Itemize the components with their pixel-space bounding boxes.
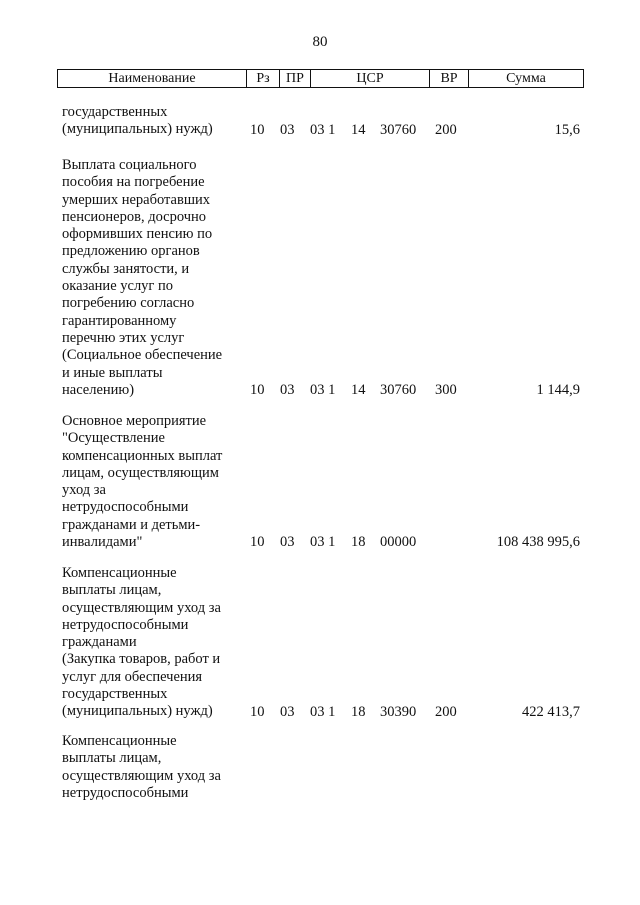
name-line: осуществляющим уход за [62,767,221,784]
table-row [62,565,580,721]
name-line: государственных [62,686,168,703]
name-line: компенсационных выплат [62,447,223,464]
row-codes [62,703,580,721]
header-sum: Сумма [506,71,546,86]
cell-pr: 03 [280,703,295,720]
name-line: гражданами [62,634,137,651]
cell-rz: 10 [250,534,265,551]
table-row [62,413,580,551]
name-line: уход за [62,482,106,499]
name-line: услуг для обеспечения [62,668,203,685]
name-line: оказание услуг по [62,278,174,295]
cell-vr: 200 [435,121,457,138]
cell-pr: 03 [280,382,295,399]
header-csr: ЦСР [311,70,430,87]
name-line: службы занятости, и [62,260,190,277]
cell-csr-event: 18 [351,534,366,551]
cell-csr-event: 18 [351,703,366,720]
cell-csr-program: 03 1 [310,382,336,399]
cell-rz: 10 [250,703,265,720]
name-line: Компенсационные [62,565,177,581]
name-line: пособия на погребение [62,174,205,191]
row-codes [62,533,580,551]
row-name [62,565,242,721]
cell-csr-program: 03 1 [310,703,336,720]
name-line: Компенсационные [62,733,177,749]
name-line: Основное мероприятие [62,413,207,429]
row-name [62,733,242,802]
cell-csr-event: 14 [351,121,366,138]
name-line: населению) [62,381,135,398]
name-line: предложению органов [62,243,200,260]
cell-rz: 10 [250,382,265,399]
name-line: гарантированному [62,312,177,329]
name-line: инвалидами" [62,534,143,551]
cell-vr: 200 [435,703,457,720]
cell-sum: 108 438 995,6 [496,534,580,551]
name-line: (муниципальных) нужд) [62,703,213,720]
name-line: государственных [62,104,168,120]
header-name: Наименование [58,70,247,87]
name-line: нетрудоспособными [62,616,189,633]
name-line: нетрудоспособными [62,499,189,516]
cell-sum: 1 144,9 [536,382,580,399]
name-line: (муниципальных) нужд) [62,121,213,138]
header-vr: ВР [430,70,469,87]
cell-csr-program: 03 1 [310,121,336,138]
name-line: выплаты лицам, [62,750,162,767]
page-number: 80 [312,34,328,50]
name-line: погребению согласно [62,295,195,312]
name-line: (Закупка товаров, работ и [62,651,221,668]
cell-sum: 15,6 [554,121,580,138]
table-header [57,69,584,88]
name-line: оформивших пенсию по [62,226,213,243]
cell-csr-program: 03 1 [310,534,336,551]
header-rz: Рз [247,70,280,87]
name-line: пенсионеров, досрочно [62,208,207,225]
name-line: гражданами и детьми- [62,516,201,533]
header-pr: ПР [280,70,311,87]
cell-vr: 300 [435,382,457,399]
name-line: выплаты лицам, [62,582,162,599]
row-codes [62,121,580,139]
name-line: осуществляющим уход за [62,599,221,616]
row-name [62,157,242,399]
table-row [62,733,580,802]
name-line: нетрудоспособными [62,784,189,801]
cell-csr-direction: 30760 [380,382,417,399]
name-line: (Социальное обеспечение [62,347,223,364]
name-line: и иные выплаты [62,364,163,381]
name-line: перечню этих услуг [62,329,185,346]
name-line: Выплата социального [62,157,197,173]
cell-csr-direction: 30390 [380,703,417,720]
cell-csr-direction: 00000 [380,534,417,551]
cell-csr-event: 14 [351,382,366,399]
name-line: лицам, осуществляющим [62,464,219,481]
row-name [62,413,242,551]
cell-rz: 10 [250,121,265,138]
cell-sum: 422 413,7 [522,703,580,720]
cell-csr-direction: 30760 [380,121,417,138]
row-codes [62,381,580,399]
name-line: умерших неработавших [62,191,211,208]
table-row [62,104,580,139]
cell-pr: 03 [280,534,295,551]
table-row [62,157,580,399]
cell-pr: 03 [280,121,295,138]
name-line: "Осуществление [62,430,165,447]
